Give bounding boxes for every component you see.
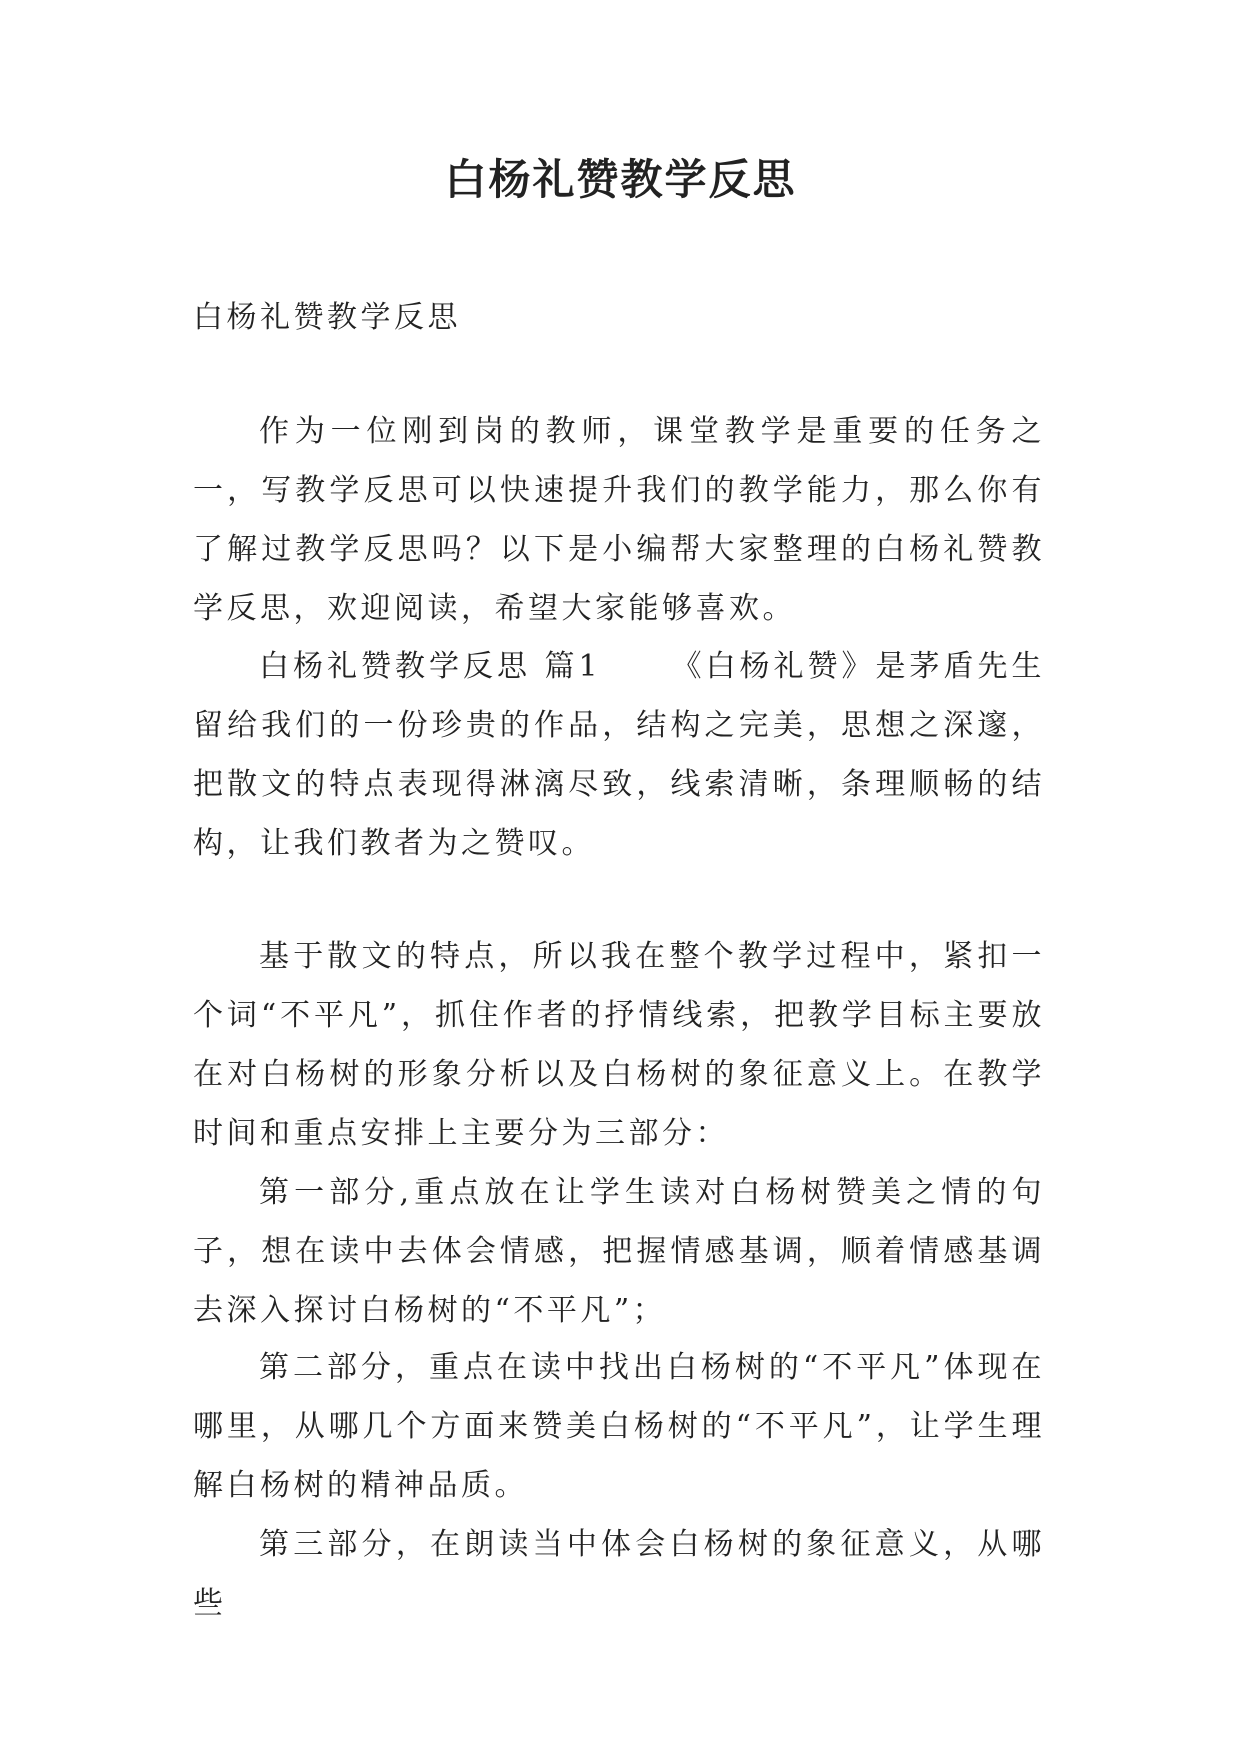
paragraph-intro: 作为一位刚到岗的教师，课堂教学是重要的任务之一，写教学反思可以快速提升我们的教学能力，那么你有了解过教学反思吗？以下是小编帮大家整理的白杨礼赞教学反思，欢迎阅读，希望大家能够喜欢。 <box>193 414 1045 626</box>
part1-text: 《白杨礼赞》是茅盾先生留给我们的一份珍贵的作品，结构之完美，思想之深邃，把散文的特点表现得淋漓尽致，线索清晰，条理顺畅的结构，让我们教者为之赞叹。 <box>193 649 1046 861</box>
document-title: 白杨礼赞教学反思 <box>444 155 797 204</box>
document-subtitle: 白杨礼赞教学反思 <box>193 300 461 335</box>
paragraph-base: 基于散文的特点，所以我在整个教学过程中，紧扣一个词“不平凡”，抓住作者的抒情线索，把教学目标主要放在对白杨树的形象分析以及白杨树的象征意义上。在教学时间和重点安排上主要分为三部分： <box>193 939 1045 1151</box>
part1-heading: 白杨礼赞教学反思 篇1 <box>259 649 602 684</box>
paragraph-first-part: 第一部分,重点放在让学生读对白杨树赞美之情的句子，想在读中去体会情感，把握情感基调，顺着情感基调去深入探讨白杨树的“不平凡”； <box>193 1175 1045 1328</box>
paragraph-third-part: 第三部分，在朗读当中体会白杨树的象征意义，从哪些 <box>193 1527 1045 1621</box>
paragraph-part1 <box>193 637 1045 873</box>
paragraph-second-part: 第二部分，重点在读中找出白杨树的“不平凡”体现在哪里，从哪几个方面来赞美白杨树的“不平凡”，让学生理解白杨树的精神品质。 <box>193 1350 1045 1503</box>
